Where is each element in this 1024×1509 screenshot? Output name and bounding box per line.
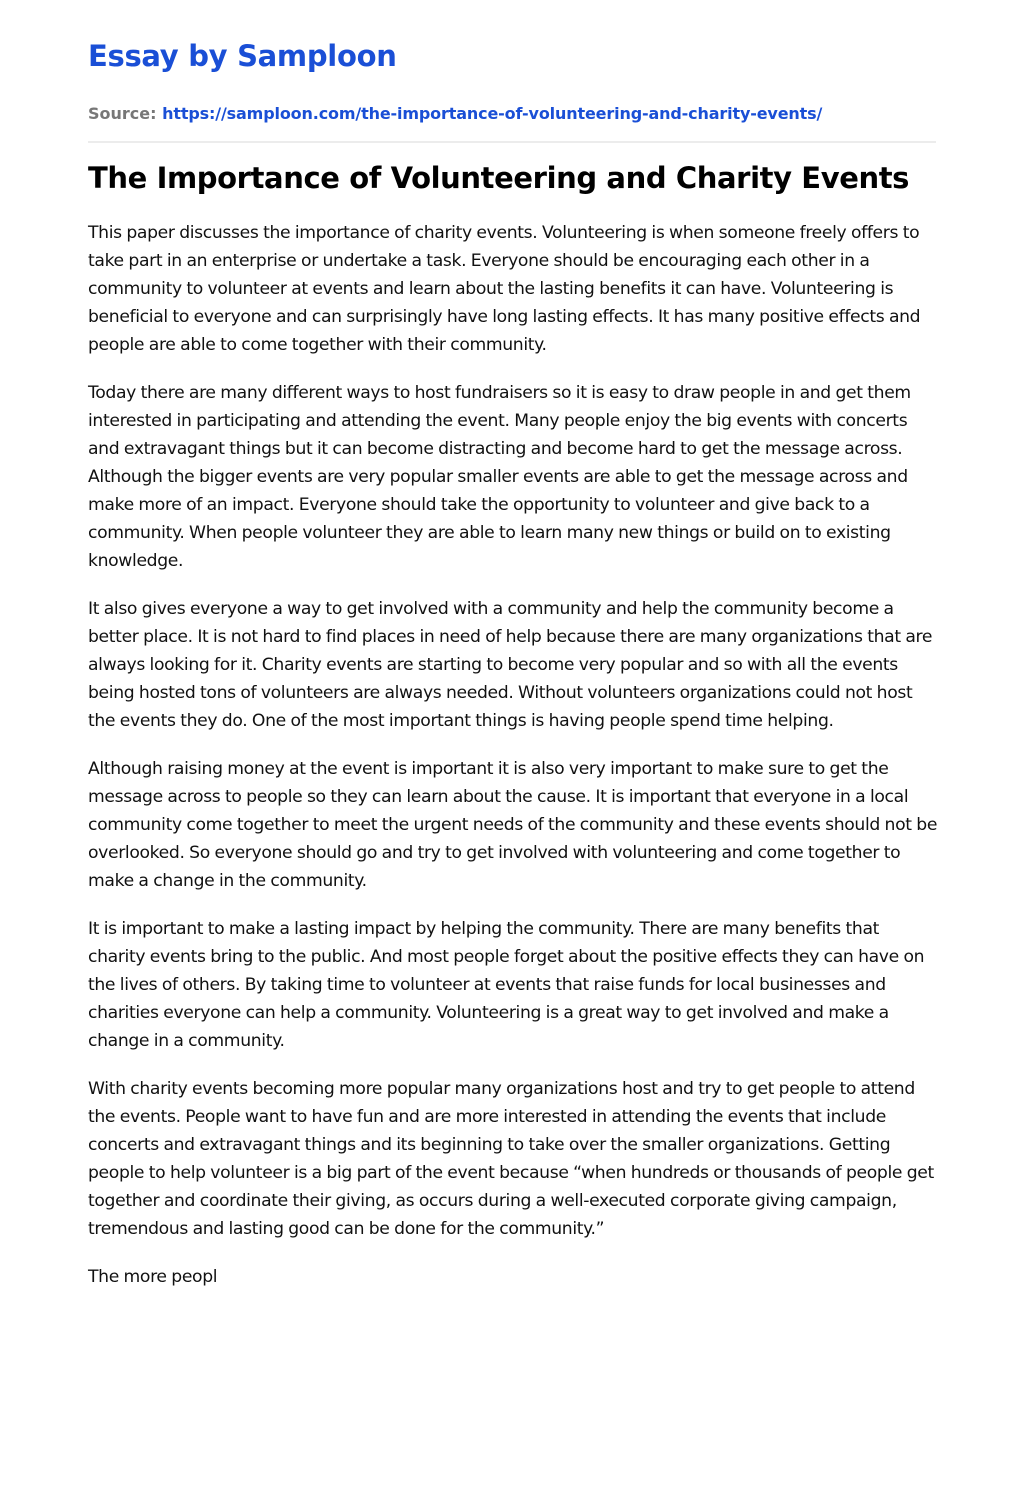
essay-title: The Importance of Volunteering and Charity Events (88, 161, 910, 195)
essay-paragraph-1: This paper discusses the importance of charity events. Volunteering is when someone freely offers to take part in an enterprise or undertake a task. Everyone should be encouraging each other in a community to volunteer at events and learn about the lasting benefits it can have. Volunteering is beneficial to everyone and can surprisingly have long lasting effects. It has many positive effects and people are able to come together with their community. (88, 223, 921, 355)
essay-paragraph-3: It also gives everyone a way to get involved with a community and help the community become a better place. It is not hard to find places in need of help because there are many organizations that are always looking for it. Charity events are starting to become very popular and so with all the events being hosted tons of volunteers are always needed. Without volunteers organizations could not host the events they do. One of the most important things is having people spend time helping. (88, 599, 933, 731)
essay-paragraph-6: With charity events becoming more popular many organizations host and try to get people to attend the events. People want to have fun and are more interested in attending the events that include concerts and extravagant things and its beginning to take over the smaller organizations. Getting people to help volunteer is a big part of the event because “when hundreds or thousands of people get together and coordinate their giving, as occurs during a well-executed corporate giving campaign, tremendous and lasting good can be done for the community.” (88, 1079, 934, 1239)
header-divider (88, 141, 936, 143)
site-brand-heading: Essay by Samploon (88, 39, 397, 73)
essay-paragraph-4: Although raising money at the event is important it is also very important to make sure to get the message across to people so they can learn about the cause. It is important that everyone in a local community come together to meet the urgent needs of the community and these events should not be overlooked. So everyone should go and try to get involved with volunteering and come together to make a change in the community. (88, 759, 938, 891)
source-label: Source: (88, 104, 163, 123)
source-line (88, 103, 936, 125)
essay-paragraph-2: Today there are many different ways to host fundraisers so it is easy to draw people in and get them interested in participating and attending the event. Many people enjoy the big events with concerts and extravagant things but it can become distracting and become hard to get the message across. Although the bigger events are very popular smaller events are able to get the message across and make more of an impact. Everyone should take the opportunity to volunteer and give back to a community. When people volunteer they are able to learn many new things or build on to existing knowledge. (88, 383, 911, 571)
essay-body (88, 219, 938, 1291)
essay-paragraph-5: It is important to make a lasting impact by helping the community. There are many benefits that charity events bring to the public. And most people forget about the positive effects they can have on the lives of others. By taking time to volunteer at events that raise funds for local businesses and charities everyone can help a community. Volunteering is a great way to get involved and make a change in a community. (88, 919, 925, 1051)
source-link[interactable]: https://samploon.com/the-importance-of-volunteering-and-charity-events/ (162, 104, 823, 123)
essay-paragraph-truncated: The more peopl (88, 1267, 218, 1287)
